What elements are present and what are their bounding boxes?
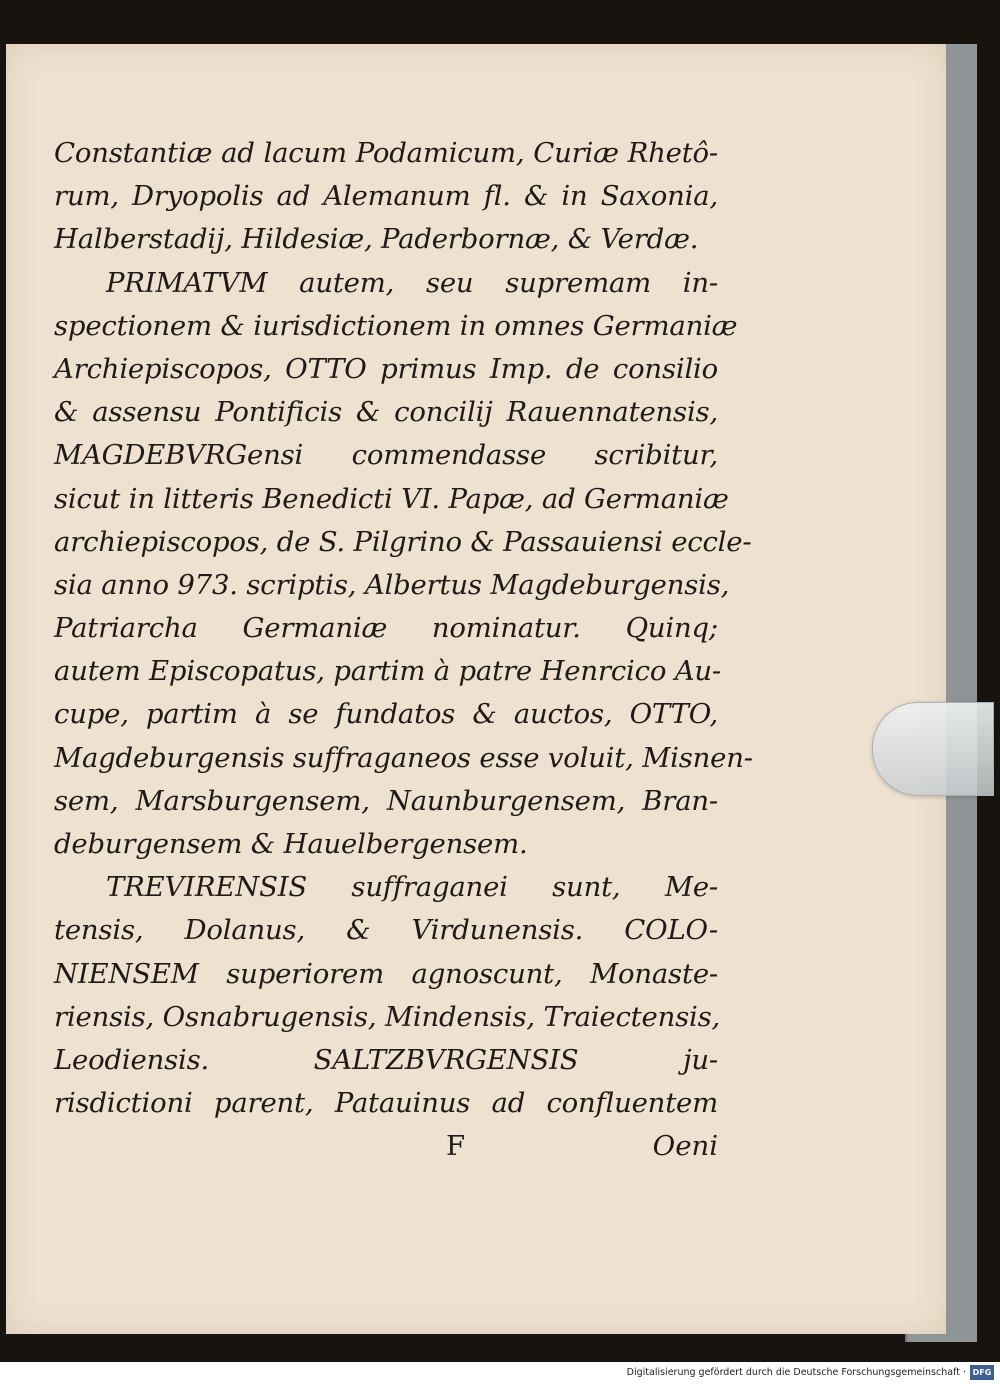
text-line: sia anno 973. scriptis, Albertus Magdeburgensis, [54,568,730,601]
text-line: deburgensem & Hauelbergensem. [54,828,528,860]
text-line: PRIMATVM autem, seu supremam in- [106,266,718,299]
text-line: & assensu Pontificis & concilij Rauennatensis, [54,396,718,429]
text-line: NIENSEM superiorem agnoscunt, Monaste- [54,957,718,990]
text-line: Halberstadij, Hildesiæ, Paderbornæ, & Verdæ. [54,223,699,256]
text-line: TREVIRENSIS suffraganei sunt, Me- [106,871,718,904]
text-line: riensis, Osnabrugensis, Mindensis, Traiectensis, [54,1000,721,1033]
text-line: Constantiæ ad lacum Podamicum, Curiæ Rhetô- [54,137,718,169]
text-line: MAGDEBVRGensi commendasse scribitur, [54,439,718,472]
text-line: tensis, Dolanus, & Virdunensis. COLO- [54,914,718,947]
credit-text: Digitalisierung gefördert durch die Deutsche Forschungsgemeinschaft · [626,1367,966,1378]
text-line: autem Episcopatus, partim à patre Henrcico Au- [54,655,721,688]
page-clip [872,702,994,796]
dfg-logo: DFG [970,1365,994,1380]
text-line: Patriarcha Germaniæ nominatur. Quinq; [54,612,718,645]
catchword: Oeni [652,1130,718,1163]
book-page [6,44,946,1334]
text-line: spectionem & iurisdictionem in omnes Germaniæ [54,309,738,342]
text-line: risdictioni parent, Patauinus ad confluentem [54,1087,718,1120]
text-line: sem, Marsburgensem, Naunburgensem, Bran- [54,784,718,817]
text-line: archiepiscopos, de S. Pilgrino & Passauiensi eccle- [54,525,752,558]
credit-bar [0,1362,1000,1384]
text-line: Magdeburgensis suffraganeos esse voluit, Misnen- [54,741,753,774]
text-line: sicut in litteris Benedicti VI. Papæ, ad Germaniæ [54,482,729,515]
text-line: Leodiensis. SALTZBVRGENSIS ju- [54,1043,718,1076]
text-line: cupe, partim à se fundatos & auctos, OTTO, [54,698,718,731]
page-text-block [54,132,753,1169]
page-footer [54,1125,718,1168]
text-line: Archiepiscopos, OTTO primus Imp. de consilio [54,352,718,385]
text-line: rum, Dryopolis ad Alemanum fl. & in Saxonia, [54,180,718,213]
signature-mark: F [446,1130,468,1163]
